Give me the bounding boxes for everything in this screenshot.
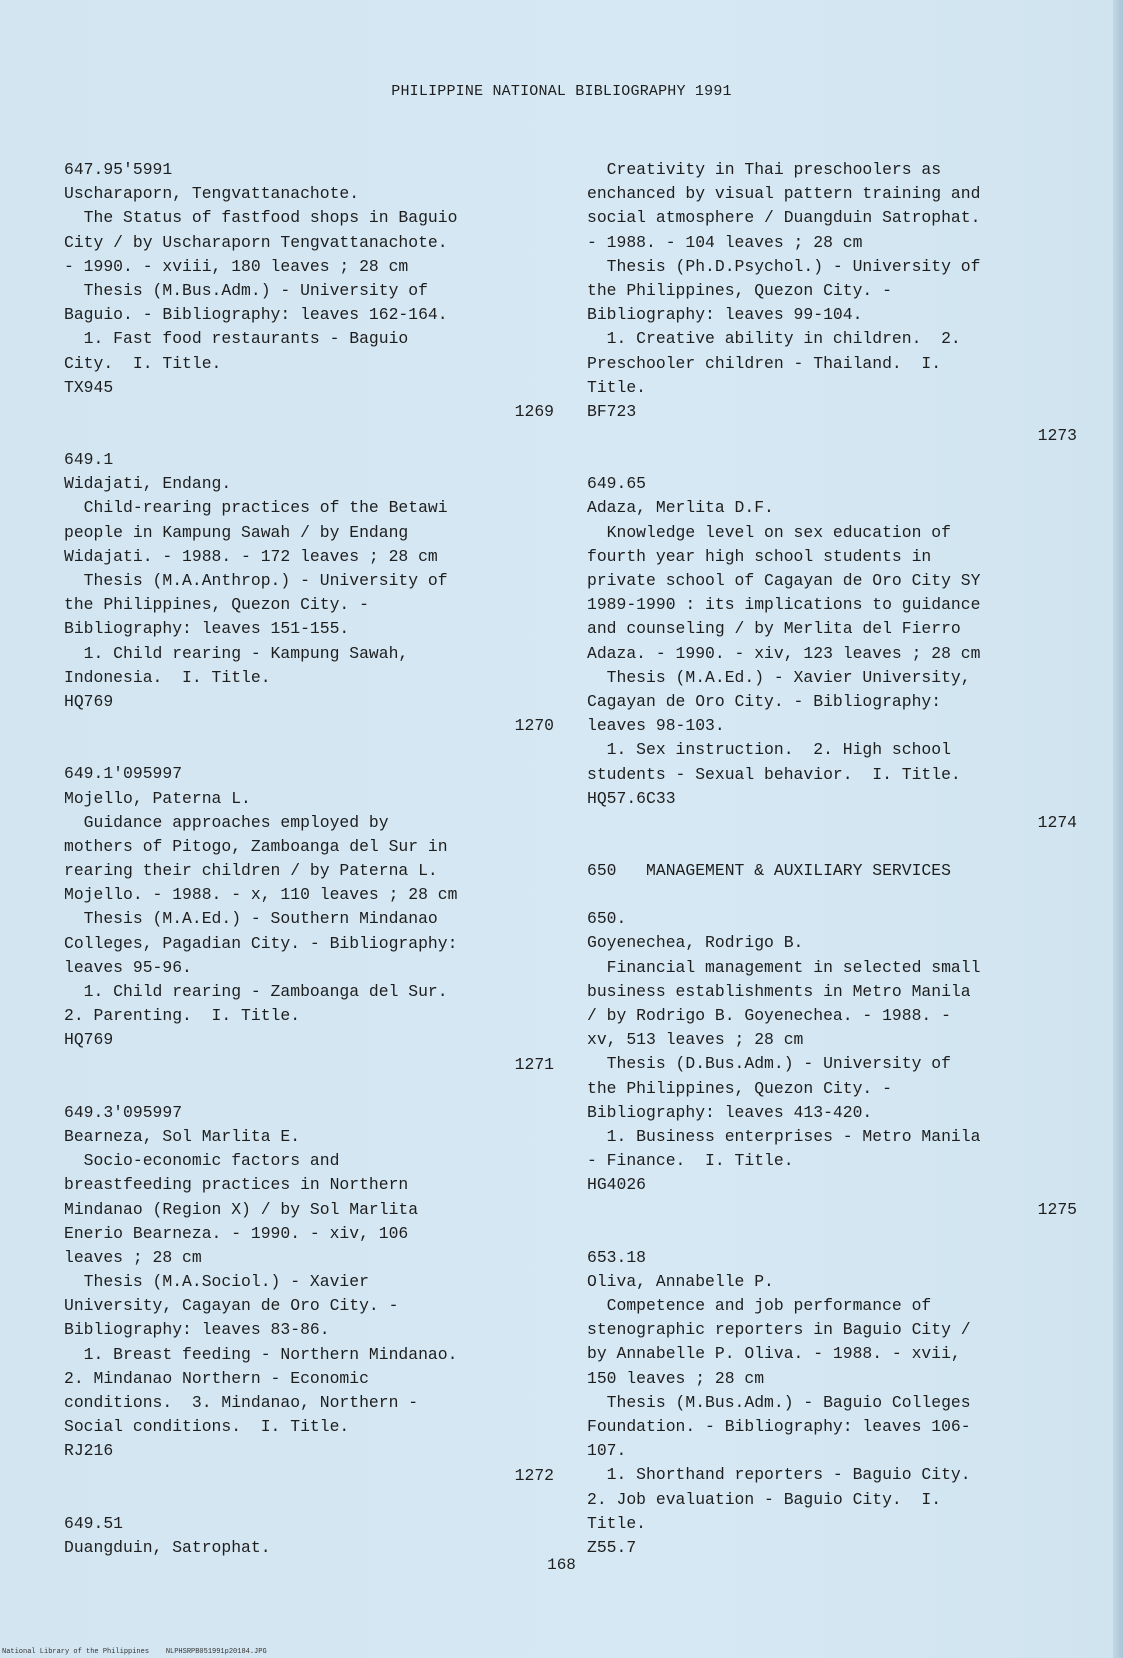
entry-line: 1. Child rearing - Kampung Sawah,	[64, 643, 409, 663]
entry-line: Adaza, Merlita D.F.	[587, 498, 774, 518]
entry-line: Enerio Bearneza. - 1990. - xiv, 106	[64, 1223, 409, 1243]
bibliography-entry	[64, 762, 554, 1076]
entry-line: conditions. 3. Mindanao, Northern -	[64, 1393, 419, 1412]
entry-line: Thesis (M.A.Sociol.) - Xavier	[64, 1272, 369, 1292]
entry-line: 2. Parenting. I. Title.	[64, 1006, 301, 1026]
bibliography-entry	[64, 1101, 554, 1488]
entry-line: 649.65	[587, 474, 647, 494]
entry-line: Title.	[587, 377, 647, 397]
entry-line: Creativity in Thai preschoolers as	[587, 160, 942, 179]
entry-line: Competence and job performance of	[587, 1296, 932, 1316]
entry-line: Mojello. - 1988. - x, 110 leaves ; 28 cm	[64, 885, 458, 905]
entry-line: 1. Creative ability in children. 2.	[587, 329, 961, 349]
entry-number: 1274	[1037, 812, 1077, 832]
entry-line: Thesis (M.Bus.Adm.) - University of	[64, 280, 428, 300]
entry-line: Title.	[587, 1513, 647, 1533]
entry-line: xv, 513 leaves ; 28 cm	[587, 1030, 804, 1050]
right-column	[587, 158, 1077, 1560]
entry-line: stenographic reporters in Baguio City /	[587, 1320, 971, 1340]
entry-line: 1. Breast feeding - Northern Mindanao.	[64, 1344, 458, 1364]
entry-line: mothers of Pitogo, Zamboanga del Sur in	[64, 836, 448, 856]
entry-line: 1. Shorthand reporters - Baguio City.	[587, 1465, 971, 1485]
entry-line: Bibliography: leaves 99-104.	[587, 305, 863, 325]
entry-line: 1989-1990 : its implications to guidance	[587, 595, 981, 615]
entry-line: City. I. Title.	[64, 353, 222, 373]
entry-line: breastfeeding practices in Northern	[64, 1175, 409, 1195]
entry-line: HQ769	[64, 1030, 114, 1050]
entry-line: The Status of fastfood shops in Baguio	[64, 208, 458, 228]
entry-line: Socio-economic factors and	[64, 1151, 340, 1171]
entry-number: 1275	[1037, 1199, 1077, 1219]
entry-line: Baguio. - Bibliography: leaves 162-164.	[64, 305, 448, 325]
entry-line: 2. Job evaluation - Baguio City. I.	[587, 1489, 942, 1509]
entry-line: Child-rearing practices of the Betawi	[64, 498, 448, 518]
entry-line: HQ57.6C33	[587, 788, 676, 808]
bibliography-entry	[587, 158, 1077, 448]
entry-line: and counseling / by Merlita del Fierro	[587, 619, 961, 639]
entry-line: by Annabelle P. Oliva. - 1988. - xvii,	[587, 1344, 961, 1364]
entry-line: private school of Cagayan de Oro City SY	[587, 571, 981, 590]
entry-line: HG4026	[587, 1175, 647, 1195]
entry-line: Z55.7	[587, 1537, 637, 1557]
entry-line: 150 leaves ; 28 cm	[587, 1368, 765, 1388]
entry-line: Adaza. - 1990. - xiv, 123 leaves ; 28 cm	[587, 643, 981, 663]
scan-footer: National Library of the Philippines NLPHSRPB051991p20184.JPG	[2, 1648, 267, 1656]
entry-line: leaves 98-103.	[587, 716, 725, 736]
entry-line: people in Kampung Sawah / by Endang	[64, 522, 409, 542]
entry-line: 649.1'095997	[64, 764, 183, 784]
entry-line: students - Sexual behavior. I. Title.	[587, 764, 961, 784]
entry-line: social atmosphere / Duangduin Satrophat.	[587, 208, 981, 228]
entry-line: 649.51	[64, 1513, 124, 1533]
entry-line: City / by Uscharaporn Tengvattanachote.	[64, 232, 448, 252]
entry-line: 1. Child rearing - Zamboanga del Sur.	[64, 982, 448, 1001]
entry-line: Thesis (M.A.Ed.) - Southern Mindanao	[64, 909, 438, 929]
entry-line: Widajati, Endang.	[64, 474, 232, 494]
bibliography-entry	[587, 859, 1077, 883]
entry-line: the Philippines, Quezon City. -	[587, 280, 892, 300]
page-header: PHILIPPINE NATIONAL BIBLIOGRAPHY 1991	[391, 83, 732, 100]
entry-line: - 1988. - 104 leaves ; 28 cm	[587, 232, 863, 252]
entry-line: Colleges, Pagadian City. - Bibliography:	[64, 933, 458, 953]
entry-line: Bibliography: leaves 83-86.	[64, 1320, 330, 1340]
entry-line: Duangduin, Satrophat.	[64, 1537, 271, 1557]
left-column	[64, 158, 554, 1560]
entry-line: University, Cagayan de Oro City. -	[64, 1296, 399, 1316]
entry-line: BF723	[587, 401, 637, 421]
entry-line: fourth year high school students in	[587, 546, 932, 566]
entry-line: the Philippines, Quezon City. -	[64, 595, 369, 615]
entry-line: Widajati. - 1988. - 172 leaves ; 28 cm	[64, 546, 438, 566]
entry-line: RJ216	[64, 1441, 114, 1461]
entry-line: Oliva, Annabelle P.	[587, 1271, 774, 1291]
entry-number: 1272	[514, 1465, 554, 1485]
entry-line: / by Rodrigo B. Goyenechea. - 1988. -	[587, 1006, 951, 1025]
entry-line: 649.3'095997	[64, 1102, 183, 1122]
entry-line: Cagayan de Oro City. - Bibliography:	[587, 691, 942, 711]
entry-line: Uscharaporn, Tengvattanachote.	[64, 184, 360, 204]
entry-line: - Finance. I. Title.	[587, 1151, 794, 1171]
entry-line: 1. Fast food restaurants - Baguio	[64, 329, 409, 349]
entry-line: Bibliography: leaves 413-420.	[587, 1102, 873, 1122]
entry-line: leaves ; 28 cm	[64, 1247, 202, 1267]
bibliography-entry	[587, 472, 1077, 835]
page-number: 168	[547, 1556, 576, 1574]
entry-line: enchanced by visual pattern training and	[587, 184, 981, 204]
entry-line: rearing their children / by Paterna L.	[64, 861, 438, 881]
entry-line: HQ769	[64, 691, 114, 711]
entry-line: 1. Sex instruction. 2. High school	[587, 740, 951, 760]
entry-line: Preschooler children - Thailand. I.	[587, 353, 942, 373]
entry-line: 650 MANAGEMENT & AUXILIARY SERVICES	[587, 861, 951, 881]
entry-number: 1269	[514, 401, 554, 421]
entry-line: Guidance approaches employed by	[64, 812, 389, 832]
entry-line: Goyenechea, Rodrigo B.	[587, 933, 804, 953]
entry-number: 1270	[514, 716, 554, 736]
bibliography-entry	[587, 907, 1077, 1221]
entry-line: 649.1	[64, 450, 114, 470]
page-edge-shadow	[1113, 0, 1123, 1658]
entry-line: the Philippines, Quezon City. -	[587, 1078, 892, 1098]
entry-number: 1273	[1037, 426, 1077, 446]
bibliography-entry	[64, 448, 554, 738]
entry-line: Thesis (Ph.D.Psychol.) - University of	[587, 256, 981, 276]
bibliography-entry	[64, 158, 554, 424]
entry-line: Mojello, Paterna L.	[64, 788, 251, 808]
entry-line: - 1990. - xviii, 180 leaves ; 28 cm	[64, 256, 409, 276]
entry-line: Foundation. - Bibliography: leaves 106-	[587, 1417, 971, 1436]
entry-line: leaves 95-96.	[64, 957, 192, 977]
entry-line: business establishments in Metro Manila	[587, 981, 971, 1001]
entry-line: Social conditions. I. Title.	[64, 1417, 350, 1437]
entry-line: Thesis (M.Bus.Adm.) - Baguio Colleges	[587, 1392, 971, 1412]
entry-line: 1. Business enterprises - Metro Manila	[587, 1126, 981, 1146]
entry-line: 2. Mindanao Northern - Economic	[64, 1368, 369, 1388]
entry-line: Financial management in selected small	[587, 957, 981, 977]
entry-line: 650.	[587, 909, 627, 929]
entry-line: 647.95'5991	[64, 160, 173, 179]
entry-number: 1271	[514, 1054, 554, 1074]
entry-line: Indonesia. I. Title.	[64, 667, 271, 687]
entry-line: Knowledge level on sex education of	[587, 522, 951, 542]
entry-line: 107.	[587, 1441, 627, 1461]
bibliography-entry	[587, 1246, 1077, 1560]
entry-line: Bearneza, Sol Marlita E.	[64, 1126, 301, 1146]
entry-line: Thesis (D.Bus.Adm.) - University of	[587, 1054, 951, 1074]
entry-line: Bibliography: leaves 151-155.	[64, 619, 350, 639]
entry-line: Thesis (M.A.Anthrop.) - University of	[64, 571, 448, 590]
entry-line: Thesis (M.A.Ed.) - Xavier University,	[587, 667, 971, 687]
entry-line: Mindanao (Region X) / by Sol Marlita	[64, 1199, 419, 1219]
entry-line: TX945	[64, 377, 114, 397]
bibliography-entry	[64, 1512, 554, 1560]
entry-line: 653.18	[587, 1247, 647, 1267]
